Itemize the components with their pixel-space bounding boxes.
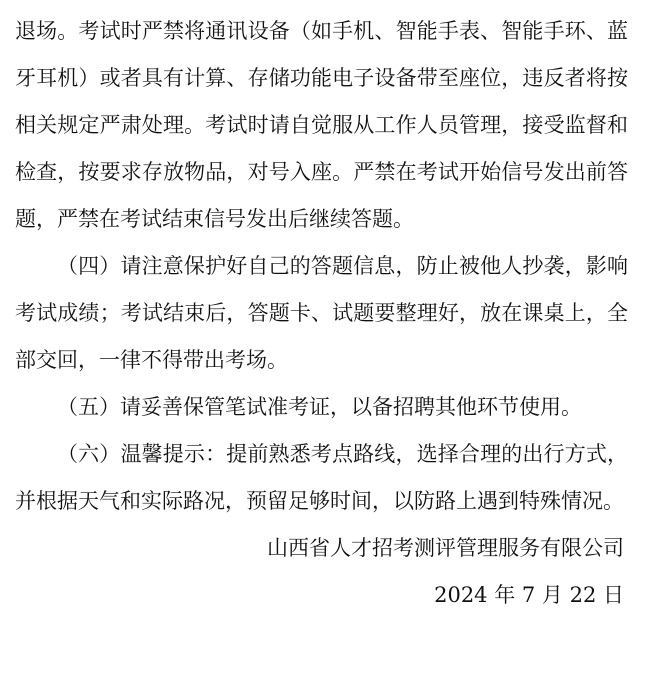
paragraph-rules-continued: 退场。考试时严禁将通讯设备（如手机、智能手表、智能手环、蓝牙耳机）或者具有计算、存储功能电子设备带至座位，违反者将按相关规定严肃处理。考试时请自觉服从工作人员管理，接受监督和检查，按要求存放物品，对号入座。严禁在考试开始信号发出前答题，严禁在考试结束信号发出后继续答题。 bbox=[15, 19, 628, 231]
paragraph-item-5: （五）请妥善保管笔试准考证，以备招聘其他环节使用。 bbox=[57, 395, 582, 419]
signature-organization: 山西省人才招考测评管理服务有限公司 bbox=[267, 536, 624, 560]
paragraph-item-4: （四）请注意保护好自己的答题信息，防止被他人抄袭，影响考试成绩；考试结束后，答题卡、试题要整理好，放在课桌上，全部交回，一律不得带出考场。 bbox=[15, 254, 628, 372]
document-body bbox=[15, 8, 628, 619]
signature-date: 2024 年 7 月 22 日 bbox=[434, 583, 624, 607]
paragraph-item-6: （六）温馨提示：提前熟悉考点路线，选择合理的出行方式，并根据天气和实际路况，预留足够时间，以防路上遇到特殊情况。 bbox=[15, 442, 628, 513]
